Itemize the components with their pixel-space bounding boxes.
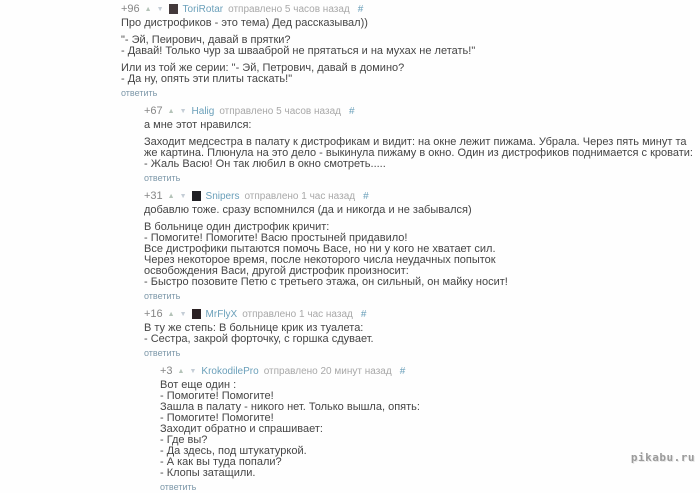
comment-paragraph	[121, 35, 700, 57]
comment-thread	[121, 3, 700, 493]
comment-text-line: - Быстро позовите Петю с третьего этажа, он сильный, он майку носит!	[144, 276, 508, 288]
reply-link[interactable]: ответить	[144, 173, 181, 183]
comment-score: +3	[160, 365, 173, 377]
comment	[144, 105, 700, 184]
comment-text-line: - Клопы затащили.	[160, 467, 256, 479]
avatar[interactable]	[169, 4, 178, 14]
comment-text	[144, 205, 700, 288]
avatar[interactable]	[192, 309, 201, 319]
comment-timestamp: отправлено 5 часов назад	[228, 3, 350, 15]
comment	[121, 3, 700, 99]
downvote-arrow-icon[interactable]: ▼	[179, 107, 187, 115]
comment-text-line: добавлю тоже. сразу вспомнился (да и никогда и не забывался)	[144, 204, 472, 216]
comment-timestamp: отправлено 5 часов назад	[219, 105, 341, 117]
comment-text-line: Вот еще один :	[160, 379, 237, 391]
comment-text-line: "- Эй, Пеирович, давай в прятки?	[121, 34, 291, 46]
comment-text-line: Про дистрофиков - это тема) Дед рассказывал))	[121, 17, 368, 29]
comment-paragraph	[121, 18, 700, 29]
comment	[144, 308, 700, 359]
comment-text-line: - Да ну, опять эти плиты таскать!"	[121, 73, 293, 85]
username-link[interactable]: MrFlyX	[205, 308, 238, 320]
comment-timestamp: отправлено 1 час назад	[242, 308, 353, 320]
permalink-link[interactable]: #	[357, 3, 364, 15]
username-link[interactable]: Halig	[191, 105, 215, 117]
comment-text-line: Заходит медсестра в палату к дистрофикам и видит: на окне лежит пижама. Убрала. Через пять минут та	[144, 136, 687, 148]
comment-text-line: - Где вы?	[160, 434, 208, 446]
comment-text-line: Или из той же серии: "- Эй, Петрович, давай в домино?	[121, 62, 405, 74]
upvote-arrow-icon[interactable]: ▲	[144, 5, 152, 13]
permalink-link[interactable]: #	[360, 308, 367, 320]
comment-score: +67	[144, 105, 163, 117]
comment-text-line: же картина. Плюнула на это дело - выкинула пижаму в окно. Один из дистрофиков поднимается с кровати:	[144, 147, 693, 159]
comment-text	[121, 18, 700, 85]
comment-text-line: - Сестра, закрой форточку, с горшка сдувает.	[144, 333, 374, 345]
comment-paragraph	[144, 120, 700, 131]
comment-text-line: а мне этот нравился:	[144, 119, 252, 131]
avatar[interactable]	[192, 191, 201, 201]
comment-text-line: освобождения Васи, другой дистрофик произносит:	[144, 265, 409, 277]
comment	[144, 190, 700, 302]
comment-text	[160, 380, 700, 479]
username-link[interactable]: Snipers	[205, 190, 240, 202]
comment-score: +31	[144, 190, 163, 202]
comment-timestamp: отправлено 20 минут назад	[263, 365, 392, 377]
downvote-arrow-icon[interactable]: ▼	[189, 367, 197, 375]
comment-score: +16	[144, 308, 163, 320]
upvote-arrow-icon[interactable]: ▲	[167, 192, 175, 200]
reply-link[interactable]: ответить	[144, 348, 181, 358]
downvote-arrow-icon[interactable]: ▼	[179, 192, 187, 200]
comment-paragraph	[144, 323, 700, 345]
comment-text-line: В больнице один дистрофик кричит:	[144, 221, 330, 233]
comment-text-line: Через некоторое время, после некоторого числа неудачных попыток	[144, 254, 496, 266]
downvote-arrow-icon[interactable]: ▼	[179, 310, 187, 318]
comment-header	[160, 365, 700, 377]
upvote-arrow-icon[interactable]: ▲	[167, 107, 175, 115]
permalink-link[interactable]: #	[363, 190, 369, 202]
comment-header	[144, 105, 700, 117]
downvote-arrow-icon[interactable]: ▼	[156, 5, 164, 13]
comment-text-line: - Жаль Васю! Он так любил в окно смотреть.....	[144, 158, 386, 170]
username-link[interactable]: KrokodilePro	[201, 365, 259, 377]
comment-text	[144, 323, 700, 345]
username-link[interactable]: ToriRotar	[182, 3, 224, 15]
comment-paragraph	[121, 63, 700, 85]
comment-text-line: - Давай! Только чур за швааброй не прятаться и на мухах не летать!"	[121, 45, 476, 57]
comment-text-line: - Помогите! Помогите! Васю простыней придавило!	[144, 232, 408, 244]
permalink-link[interactable]: #	[348, 105, 355, 117]
comment-score: +96	[121, 3, 140, 15]
comment-text-line: Все дистрофики пытаются помочь Васе, но ни у кого не хватает сил.	[144, 243, 496, 255]
comment-text-line: - Помогите! Помогите!	[160, 390, 274, 402]
comment-text-line: - Да здесь, под штукатуркой.	[160, 445, 307, 457]
comment-text-line: - А как вы туда попали?	[160, 456, 282, 468]
comment-text-line: В ту же степь: В больнице крик из туалета:	[144, 322, 364, 334]
reply-link[interactable]: ответить	[144, 291, 181, 301]
comment-paragraph	[144, 205, 700, 216]
comment-text	[144, 120, 700, 170]
upvote-arrow-icon[interactable]: ▲	[177, 367, 185, 375]
comment-text-line: Заходит обратно и спрашивает:	[160, 423, 323, 435]
comment-header	[121, 3, 700, 15]
comment-paragraph	[160, 380, 700, 479]
comment-paragraph	[144, 137, 700, 170]
comment	[160, 365, 700, 493]
watermark: pikabu.ru	[630, 451, 695, 464]
comment-paragraph	[144, 222, 700, 288]
permalink-link[interactable]: #	[399, 365, 406, 377]
comment-header	[144, 190, 700, 202]
reply-link[interactable]: ответить	[160, 482, 197, 492]
comment-text-line: Зашла в палату - никого нет. Только вышла, опять:	[160, 401, 420, 413]
comment-header	[144, 308, 700, 320]
comment-text-line: - Помогите! Помогите!	[160, 412, 274, 424]
upvote-arrow-icon[interactable]: ▲	[167, 310, 175, 318]
comment-timestamp: отправлено 1 час назад	[244, 190, 356, 202]
reply-link[interactable]: ответить	[121, 88, 158, 98]
